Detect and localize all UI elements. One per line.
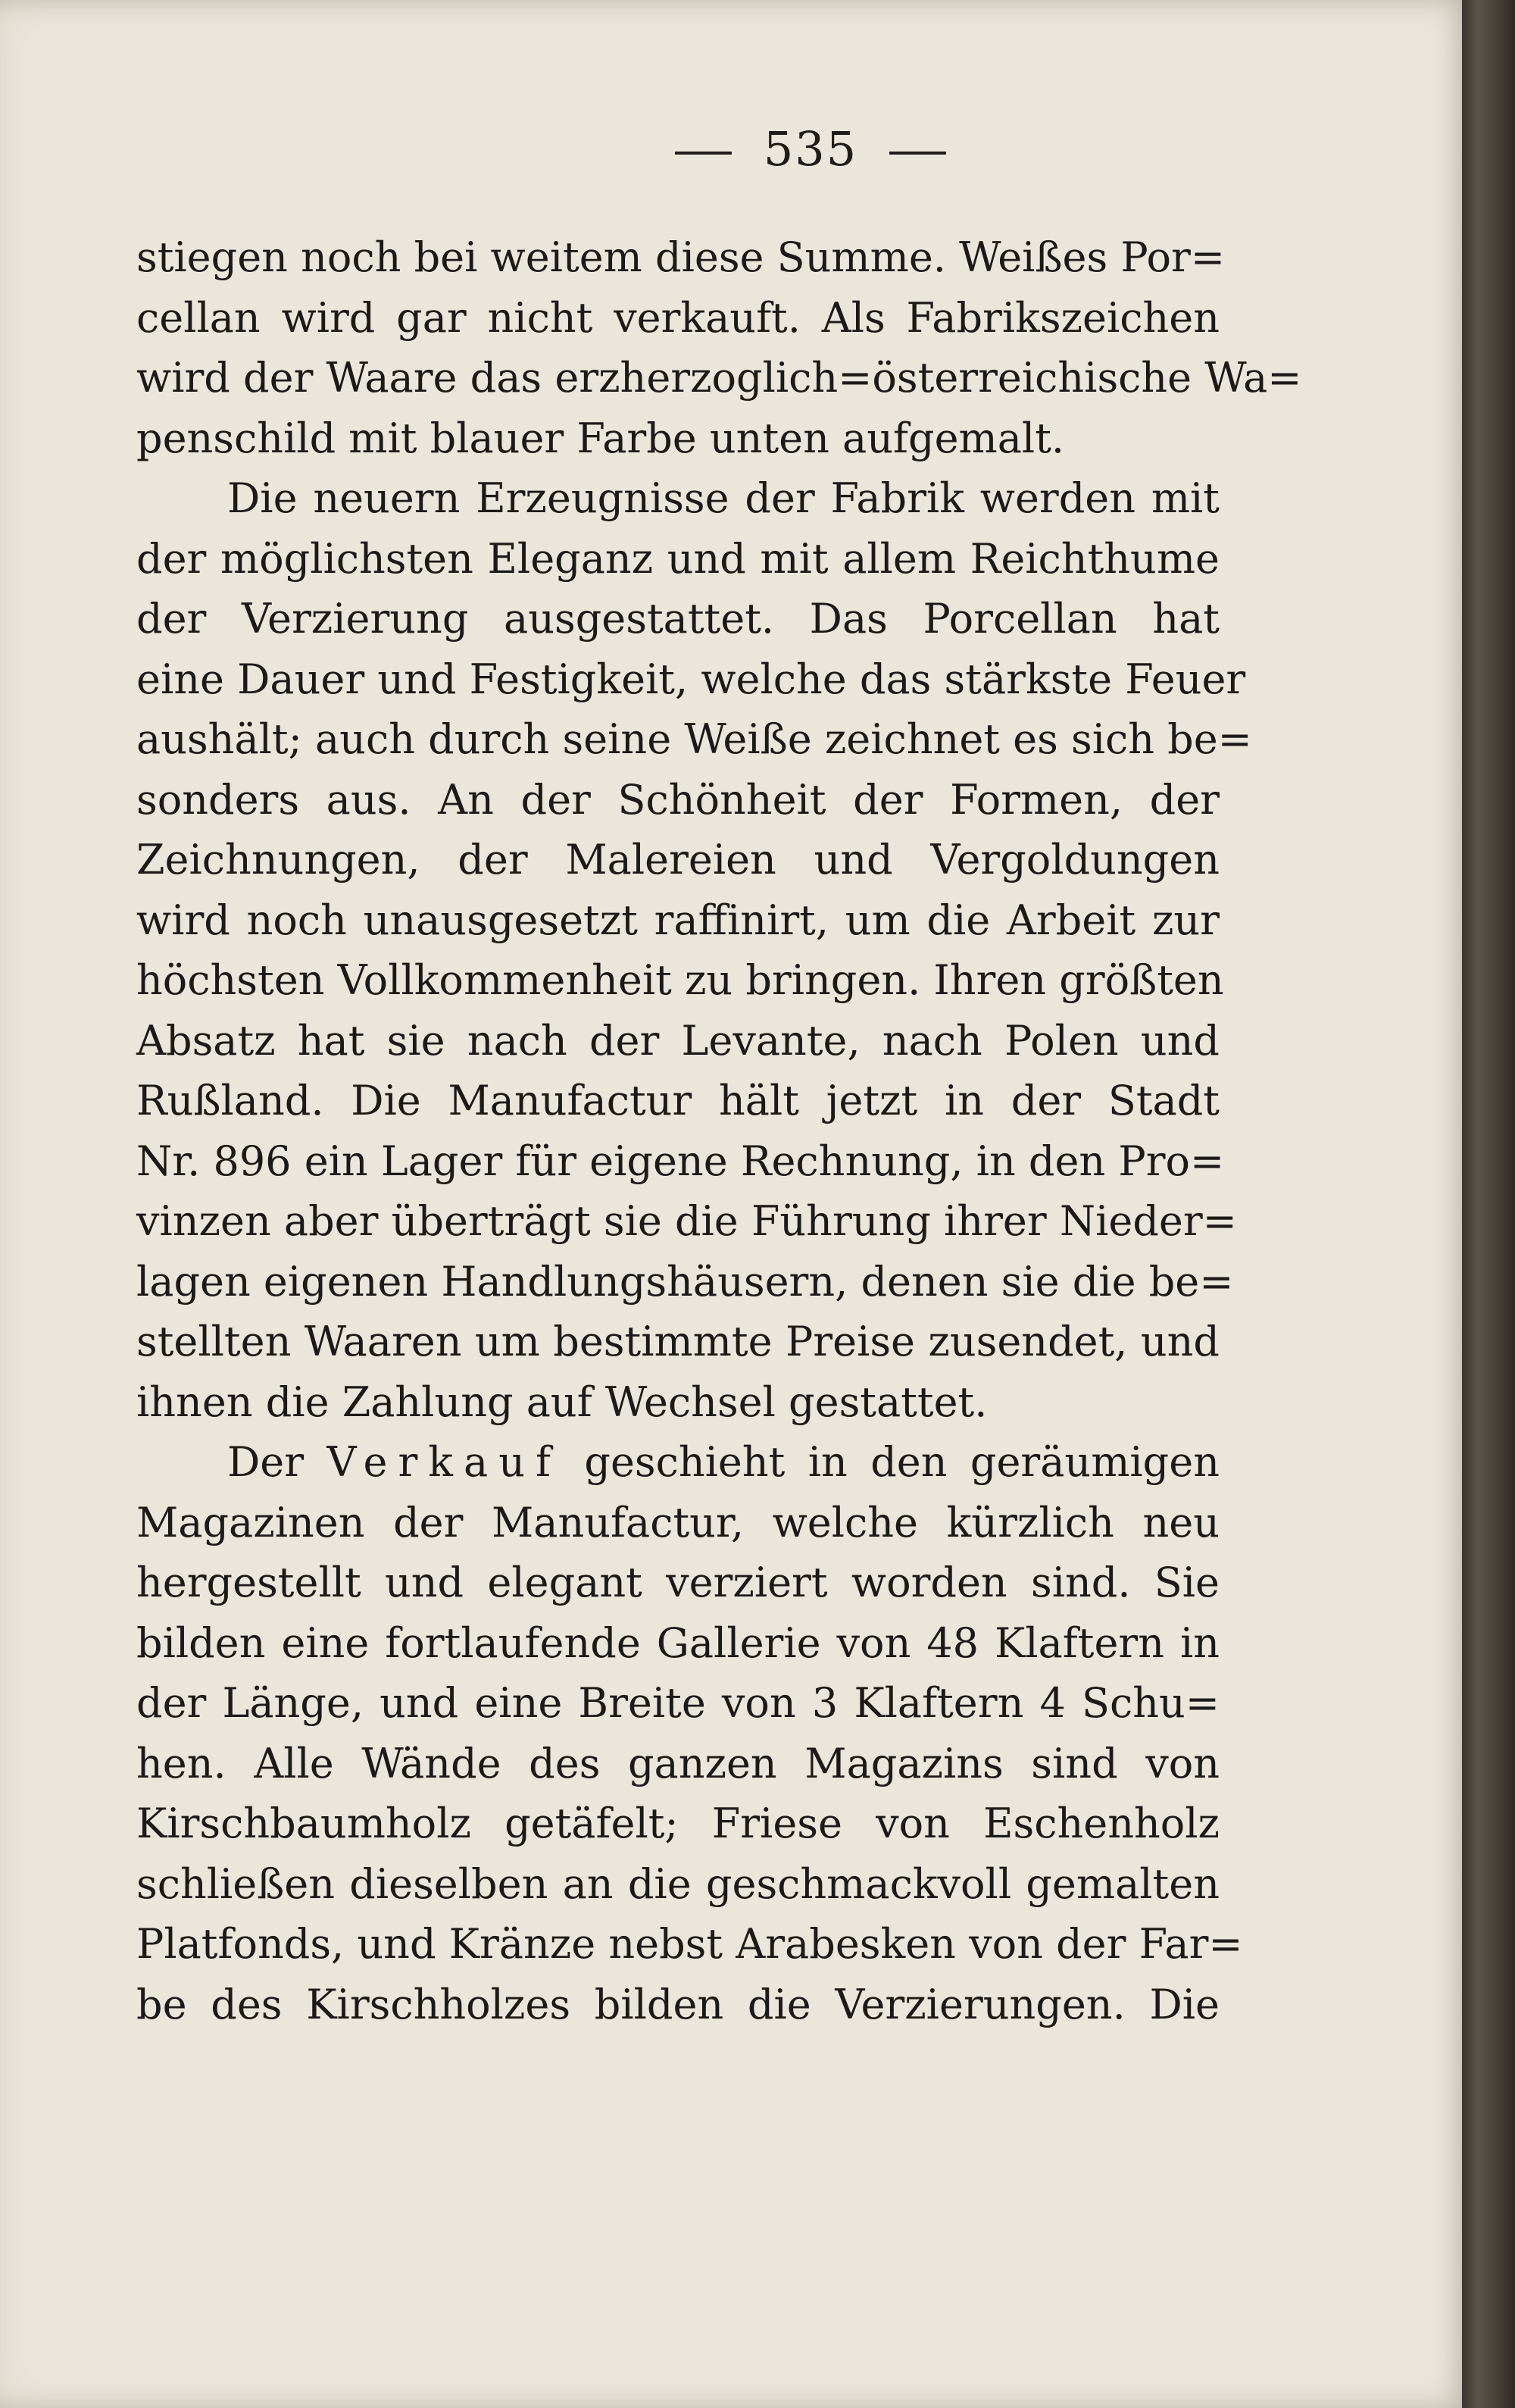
text-line: hen. Alle Wände des ganzen Magazins sind von <box>136 1739 1220 1787</box>
page-number: 535 <box>763 121 858 177</box>
text-line: aushält; auch durch seine Weiße zeichnet es sich be= <box>136 715 1252 763</box>
text-line: stellten Waaren um bestimmte Preise zusendet, und <box>136 1318 1220 1365</box>
text-line: Die neuern Erzeugnisse der Fabrik werden mit <box>227 474 1220 522</box>
text-line: lagen eigenen Handlungshäusern, denen sie die be= <box>136 1257 1234 1306</box>
text-line: der Länge, und eine Breite von 3 Klaftern 4 Schu= <box>136 1679 1220 1727</box>
text-line: hergestellt und elegant verziert worden sind. Sie <box>136 1559 1220 1606</box>
text-line: Der Verkauf geschieht in den geräumigen <box>227 1438 1220 1486</box>
text-line: Platfonds, und Kränze nebst Arabesken von der Far= <box>136 1920 1243 1968</box>
text-line: vinzen aber überträgt sie die Führung ihrer Nieder= <box>136 1197 1237 1245</box>
text-line: bilden eine fortlaufende Gallerie von 48 Klaftern in <box>136 1618 1220 1667</box>
text-line: Zeichnungen, der Malereien und Vergoldungen <box>136 836 1220 883</box>
text-line: der möglichsten Eleganz und mit allem Reichthume <box>136 534 1220 583</box>
text-line: Absatz hat sie nach der Levante, nach Polen und <box>136 1016 1220 1065</box>
text-line: be des Kirschholzes bilden die Verzierungen. Die <box>136 1980 1220 2028</box>
left-dash <box>675 152 732 155</box>
text-line: schließen dieselben an die geschmackvoll gemalten <box>136 1859 1220 1908</box>
text-line: wird der Waare das erzherzoglich=österreichische Wa= <box>136 354 1302 402</box>
text-line: wird noch unausgesetzt raffinirt, um die Arbeit zur <box>136 896 1220 944</box>
text-line: eine Dauer und Festigkeit, welche das stärkste Feuer <box>136 655 1246 703</box>
book-spine-edge <box>1462 0 1515 2408</box>
text-line: höchsten Vollkommenheit zu bringen. Ihren größten <box>136 956 1224 1004</box>
text-line: cellan wird gar nicht verkauft. Als Fabrikszeichen <box>136 293 1220 342</box>
right-dash <box>889 152 946 155</box>
emphasized-word: Verkauf <box>326 1438 561 1486</box>
text-line: stiegen noch bei weitem diese Summe. Weißes Por= <box>136 233 1226 281</box>
text-line: penschild mit blauer Farbe unten aufgemalt. <box>136 414 1065 462</box>
text-line: Kirschbaumholz getäfelt; Friese von Eschenholz <box>136 1800 1220 1847</box>
text-line: der Verzierung ausgestattet. Das Porcellan hat <box>136 595 1220 643</box>
page-number-header <box>0 121 1485 177</box>
text-line: ihnen die Zahlung auf Wechsel gestattet. <box>136 1378 988 1426</box>
text-line: Rußland. Die Manufactur hält jetzt in der Stadt <box>136 1077 1220 1124</box>
text-line: Magazinen der Manufactur, welche kürzlich neu <box>136 1498 1220 1546</box>
text-line: sonders aus. An der Schönheit der Formen, der <box>136 775 1220 824</box>
text-line: Nr. 896 ein Lager für eigene Rechnung, in den Pro= <box>136 1137 1225 1185</box>
body-text <box>136 227 1302 2034</box>
